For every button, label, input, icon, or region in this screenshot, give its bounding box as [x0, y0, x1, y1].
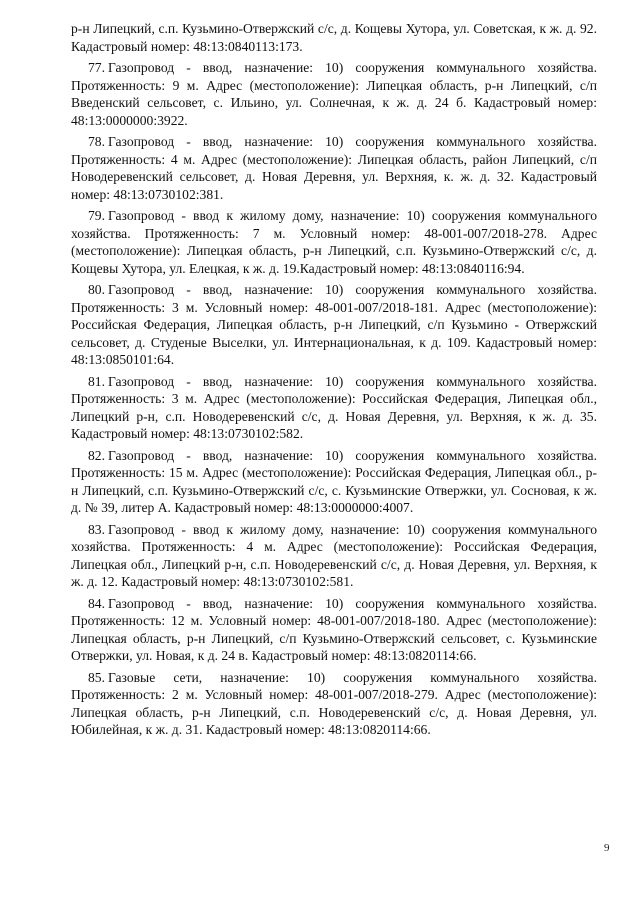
item-number: 85.	[88, 669, 105, 685]
item-text: Газопровод - ввод, назначение: 10) сооружения коммунального хозяйства. Протяженность: 12 м. Условный номер: 48-001-007/2018-180. Адрес (местоположение): Липецкая область, р-н Липецкий, с/п Кузьмино-Отвержский сельсовет, с. Кузьминские Отвержки, ул. Новая, к д. 24 в. Кадастровый номер: 48:13:0820114:66.	[71, 595, 597, 663]
item-number: 78.	[88, 134, 105, 149]
item-number: 80.	[88, 282, 105, 297]
item-text: Газопровод - ввод, назначение: 10) сооружения коммунального хозяйства. Протяженность: 15 м. Адрес (местоположение): Российская Федерация, Липецкая обл., р-н Липецкий, с.п. Кузьмино-Отвержский с/с, с. Кузьминские Отвержки, ул. Сосновая, к ж. д. № 39, литер А. Кадастровый номер: 48:13:0000000:4007.	[71, 447, 597, 515]
item-text: Газопровод - ввод, назначение: 10) сооружения коммунального хозяйства. Протяженность: 9 м. Адрес (местоположение): Липецкая область, р-н Липецкий, с/п Введенский сельсовет, с. Ильино, ул. Солнечная, к ж. д. 24 б. Кадастровый номер: 48:13:0000000:3922.	[71, 60, 597, 128]
list-item-85	[71, 669, 597, 739]
list-item-77	[71, 59, 597, 129]
page-number: 9	[604, 842, 610, 854]
list-item-81	[71, 373, 597, 443]
item-number: 82.	[88, 447, 105, 463]
document-page	[71, 20, 597, 743]
list-item-79	[71, 207, 597, 277]
item-text: Газовые сети, назначение: 10) сооружения коммунального хозяйства. Протяженность: 2 м. Условный номер: 48-001-007/2018-279. Адрес (местоположение): Липецкая область, р-н Липецкий, с.п. Новодеревенский с/с, д. Новая Деревня, ул. Юбилейная, к ж. д. 31. Кадастровый номер: 48:13:0820114:66.	[71, 669, 597, 737]
list-item-80	[71, 281, 597, 369]
item-text: Газопровод - ввод к жилому дому, назначение: 10) сооружения коммунального хозяйства. Протяженность: 7 м. Условный номер: 48-001-007/2018-278. Адрес (местоположение): Липецкая область, р-н Липецкий, с.п. Кузьмино-Отвержский с/с, д. Кощевы Хутора, ул. Елецкая, к ж. д. 19.Кадастровый номер: 48:13:0840116:94.	[71, 208, 597, 276]
item-text: Газопровод - ввод, назначение: 10) сооружения коммунального хозяйства. Протяженность: 4 м. Адрес (местоположение): Липецкая область, район Липецкий, с/п Новодеревенский сельсовет, д. Новая Деревня, ул. Верхняя, к. ж. д. 32. Кадастровый номер: 48:13:0730102:381.	[71, 134, 597, 202]
item-number: 79.	[88, 208, 105, 223]
item-text: Газопровод - ввод к жилому дому, назначение: 10) сооружения коммунального хозяйства. Протяженность: 4 м. Адрес (местоположение): Российская Федерация, Липецкая обл., Липецкий р-н, с.п. Новодеревенский с/с, д. Новая Деревня, ул. Верхняя, к ж. д. 12. Кадастровый номер: 48:13:0730102:581.	[71, 521, 597, 589]
item-number: 77.	[88, 60, 105, 75]
item-text: Газопровод - ввод, назначение: 10) сооружения коммунального хозяйства. Протяженность: 3 м. Адрес (местоположение): Российская Федерация, Липецкая обл., Липецкий р-н, с.п. Новодеревенский с/с, д. Новая Деревня, ул. Верхняя, к ж. д. 35. Кадастровый номер: 48:13:0730102:582.	[71, 373, 597, 441]
list-item-84	[71, 595, 597, 665]
item-text: Газопровод - ввод, назначение: 10) сооружения коммунального хозяйства. Протяженность: 3 м. Условный номер: 48-001-007/2018-181. Адрес (местоположение): Российская Федерация, Липецкая область, р-н Липецкий, с/п Кузьмино - Отвержский сельсовет, д. Студеные Выселки, ул. Интернациональная, к д. 109. Кадастровый номер: 48:13:0850101:64.	[71, 282, 597, 367]
item-number: 81.	[88, 373, 105, 389]
list-item-83	[71, 521, 597, 591]
list-item-78	[71, 133, 597, 203]
item-number: 84.	[88, 595, 105, 611]
continuation-paragraph: р-н Липецкий, с.п. Кузьмино-Отвержский с/с, д. Кощевы Хутора, ул. Советская, к ж. д. 92. Кадастровый номер: 48:13:0840113:173.	[71, 21, 597, 54]
item-number: 83.	[88, 521, 105, 537]
list-item-82	[71, 447, 597, 517]
